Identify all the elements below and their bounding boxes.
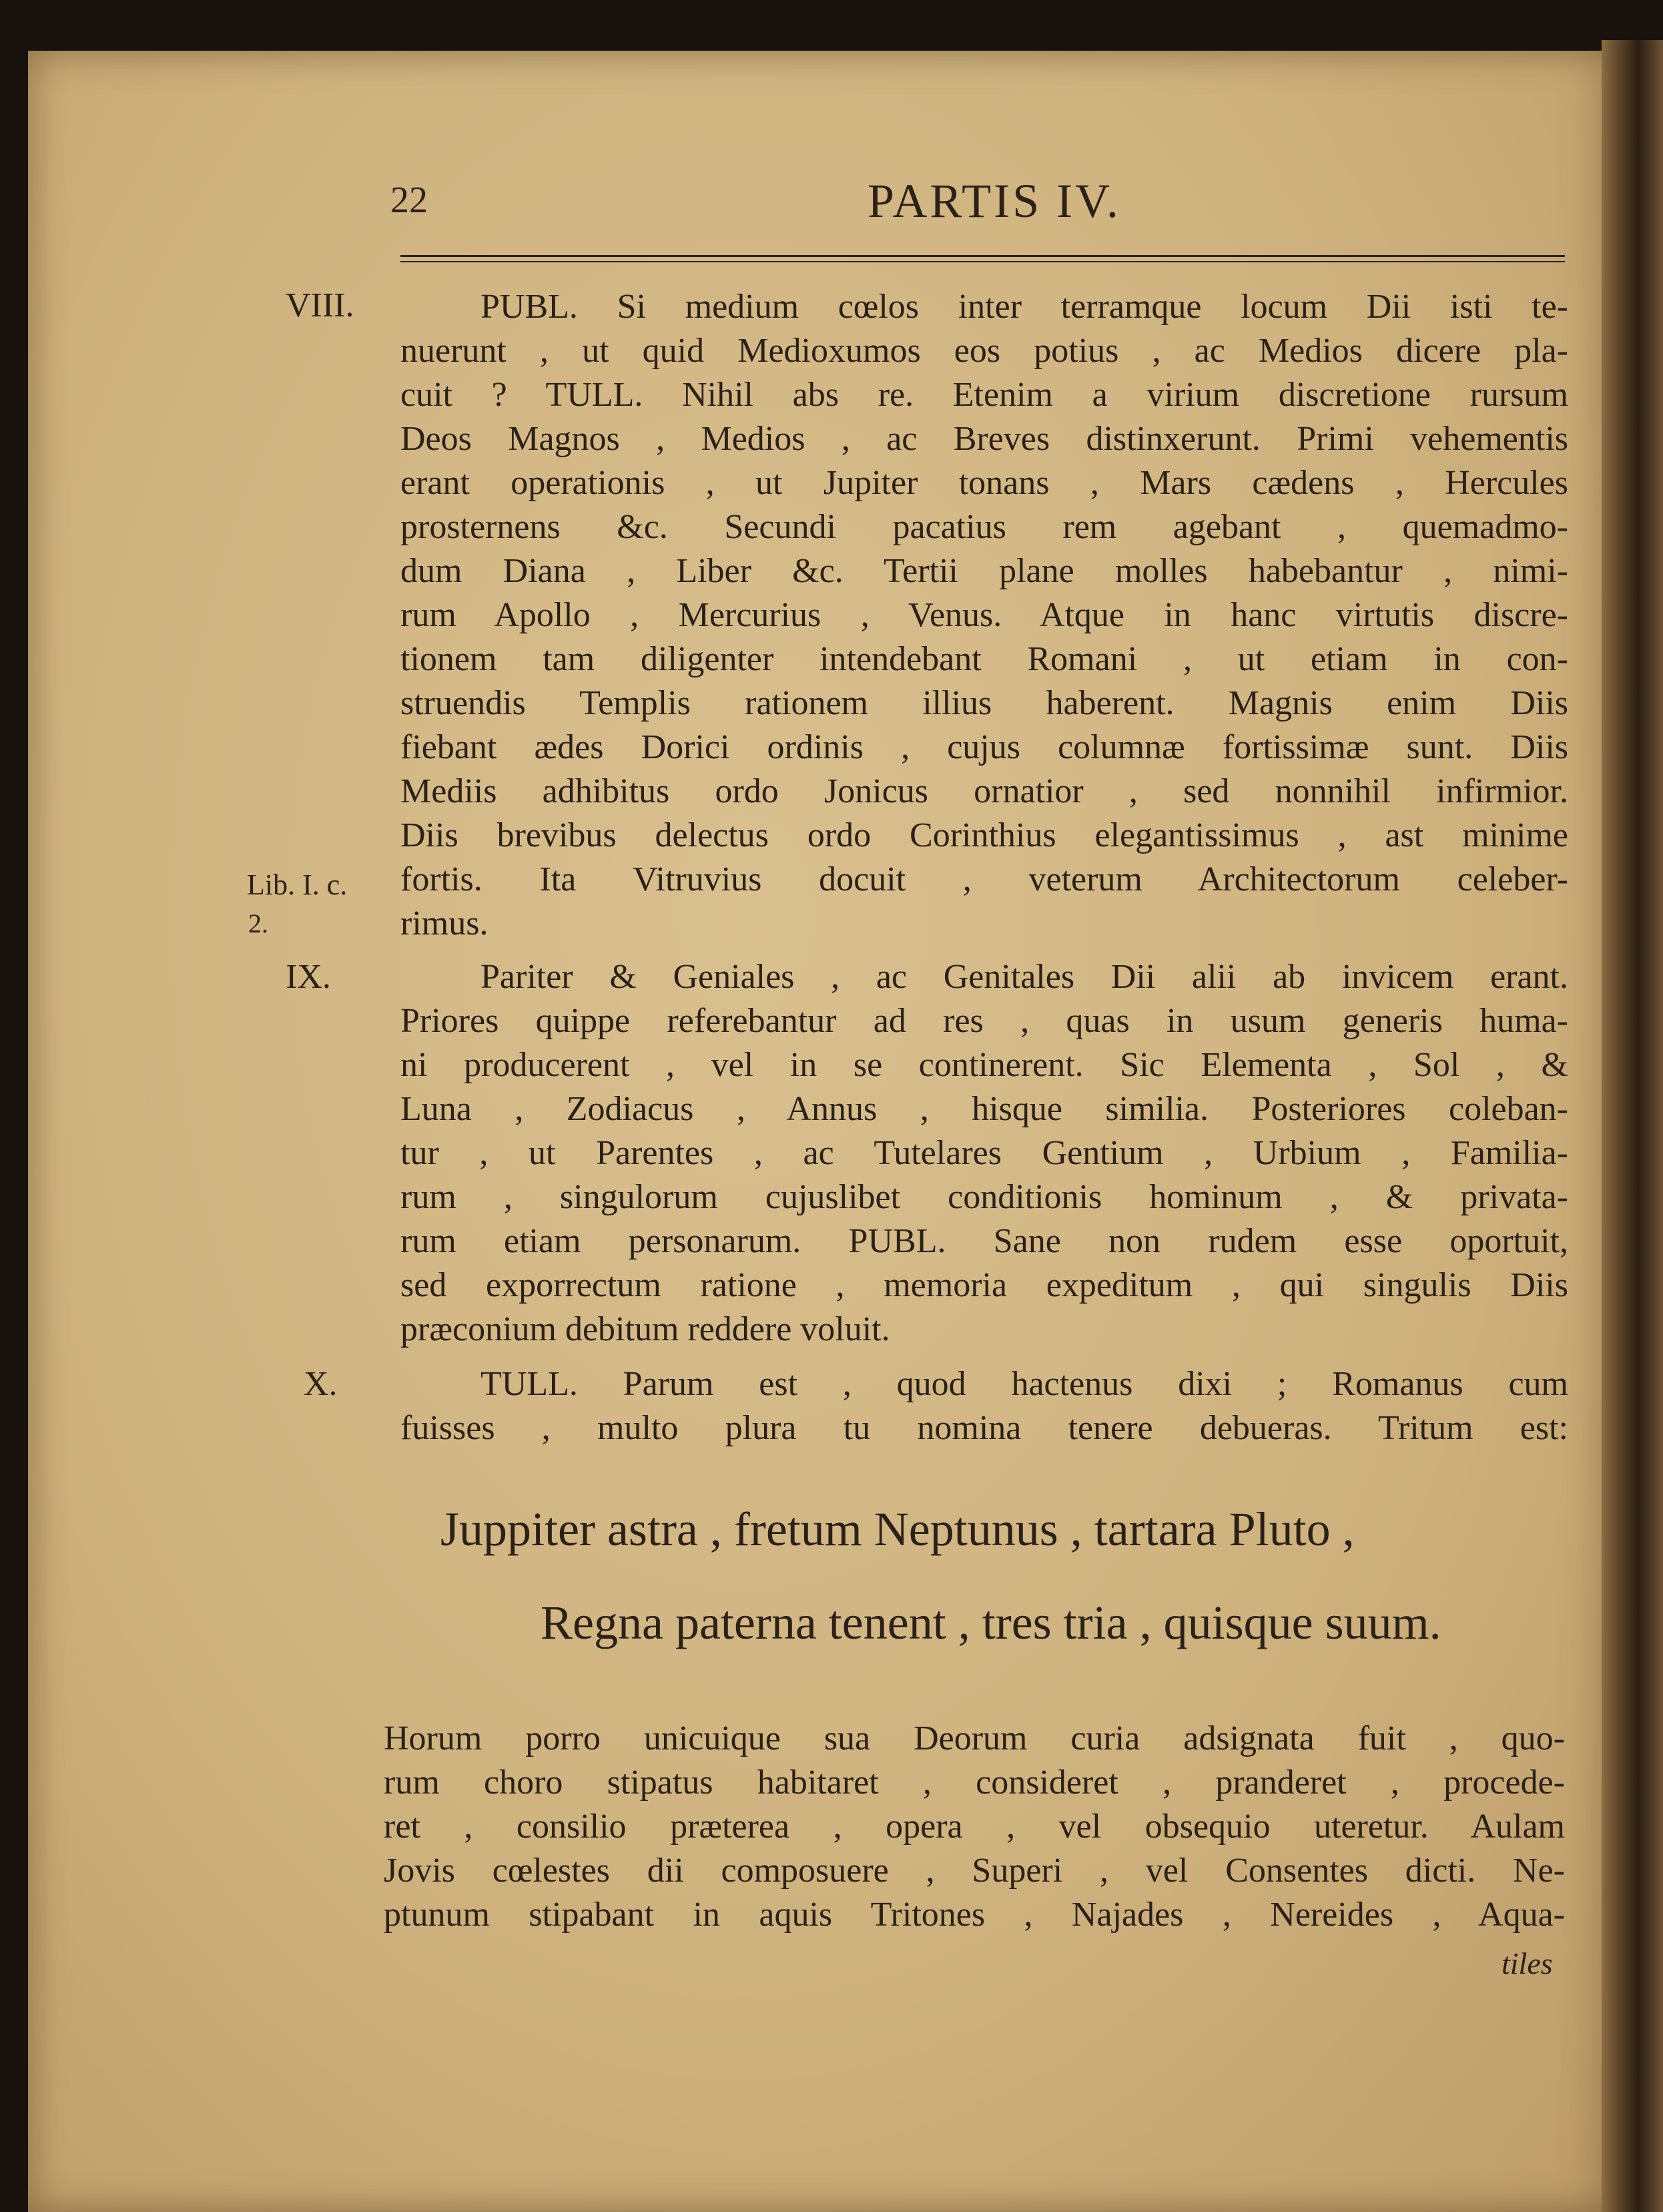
text-line: ptunum stipabant in aquis Tritones , Najades , Nereides , Aqua- bbox=[384, 1896, 1565, 1934]
text-line: sed exporrectum ratione , memoria expeditum , qui singulis Diis bbox=[400, 1266, 1568, 1304]
text-line: præconium debitum reddere voluit. bbox=[400, 1310, 890, 1348]
text-line: Diis brevibus delectus ordo Corinthius elegantissimus , ast minime bbox=[400, 816, 1568, 854]
text-line: tur , ut Parentes , ac Tutelares Gentium , Urbium , Familia- bbox=[400, 1134, 1568, 1172]
section-marker-x: X. bbox=[304, 1365, 338, 1403]
section-marker-viii: VIII. bbox=[286, 286, 354, 324]
book-spine-edge bbox=[1602, 40, 1663, 2212]
text-line: ret , consilio præterea , opera , vel obsequio uteretur. Aulam bbox=[384, 1808, 1565, 1846]
text-line: Deos Magnos , Medios , ac Breves distinxerunt. Primi vehementis bbox=[400, 420, 1568, 458]
text-line: fuisses , multo plura tu nomina tenere debueras. Tritum est: bbox=[400, 1409, 1568, 1447]
verse-line: Regna paterna tenent , tres tria , quisque suum. bbox=[541, 1596, 1441, 1649]
text-line: struendis Templis rationem illius haberent. Magnis enim Diis bbox=[400, 684, 1568, 722]
margin-note-line2: 2. bbox=[248, 908, 268, 938]
text-line: dum Diana , Liber &c. Tertii plane molles habebantur , nimi- bbox=[400, 552, 1568, 590]
text-line: rimus. bbox=[400, 904, 488, 942]
running-head: PARTIS IV. bbox=[868, 174, 1121, 228]
section-marker-ix: IX. bbox=[286, 958, 331, 996]
text-line: ni producerent , vel in se continerent. Sic Elementa , Sol , & bbox=[400, 1046, 1568, 1084]
verse-line: Juppiter astra , fretum Neptunus , tartara Pluto , bbox=[440, 1502, 1355, 1556]
text-line: Priores quippe referebantur ad res , quas in usum generis huma- bbox=[400, 1002, 1568, 1040]
text-line: erant operationis , ut Jupiter tonans , Mars cædens , Hercules bbox=[400, 464, 1568, 502]
page-number: 22 bbox=[390, 180, 428, 221]
text-line: rum etiam personarum. PUBL. Sane non rudem esse oportuit, bbox=[400, 1222, 1568, 1260]
text-line: rum choro stipatus habitaret , consideret , pranderet , procede- bbox=[384, 1763, 1565, 1802]
text-line: PUBL. Si medium cœlos inter terramque locum Dii isti te- bbox=[480, 288, 1568, 326]
margin-note-line1: Lib. I. c. bbox=[247, 868, 348, 901]
text-line: rum Apollo , Mercurius , Venus. Atque in hanc virtutis discre- bbox=[400, 596, 1568, 634]
catchword: tiles bbox=[1502, 1946, 1553, 1980]
text-line: rum , singulorum cujuslibet conditionis hominum , & privata- bbox=[400, 1178, 1568, 1216]
text-line: Jovis cœlestes dii composuere , Superi , vel Consentes dicti. Ne- bbox=[384, 1852, 1565, 1890]
text-line: Pariter & Geniales , ac Genitales Dii alii ab invicem erant. bbox=[480, 958, 1568, 996]
header-rule bbox=[400, 255, 1565, 262]
text-line: cuit ? TULL. Nihil abs re. Etenim a virium discretione rursum bbox=[400, 376, 1568, 414]
text-line: tionem tam diligenter intendebant Romani , ut etiam in con- bbox=[400, 640, 1568, 678]
text-line: fortis. Ita Vitruvius docuit , veterum Architectorum celeber- bbox=[400, 860, 1568, 898]
text-line: Horum porro unicuique sua Deorum curia adsignata fuit , quo- bbox=[384, 1719, 1565, 1757]
text-line: Mediis adhibitus ordo Jonicus ornatior , sed nonnihil infirmior. bbox=[400, 772, 1568, 810]
text-line: nuerunt , ut quid Medioxumos eos potius , ac Medios dicere pla- bbox=[400, 332, 1568, 370]
text-line: TULL. Parum est , quod hactenus dixi ; Romanus cum bbox=[480, 1365, 1568, 1403]
text-line: prosternens &c. Secundi pacatius rem agebant , quemadmo- bbox=[400, 508, 1568, 546]
text-line: fiebant ædes Dorici ordinis , cujus columnæ fortissimæ sunt. Diis bbox=[400, 728, 1568, 766]
text-line: Luna , Zodiacus , Annus , hisque similia. Posteriores coleban- bbox=[400, 1090, 1568, 1128]
